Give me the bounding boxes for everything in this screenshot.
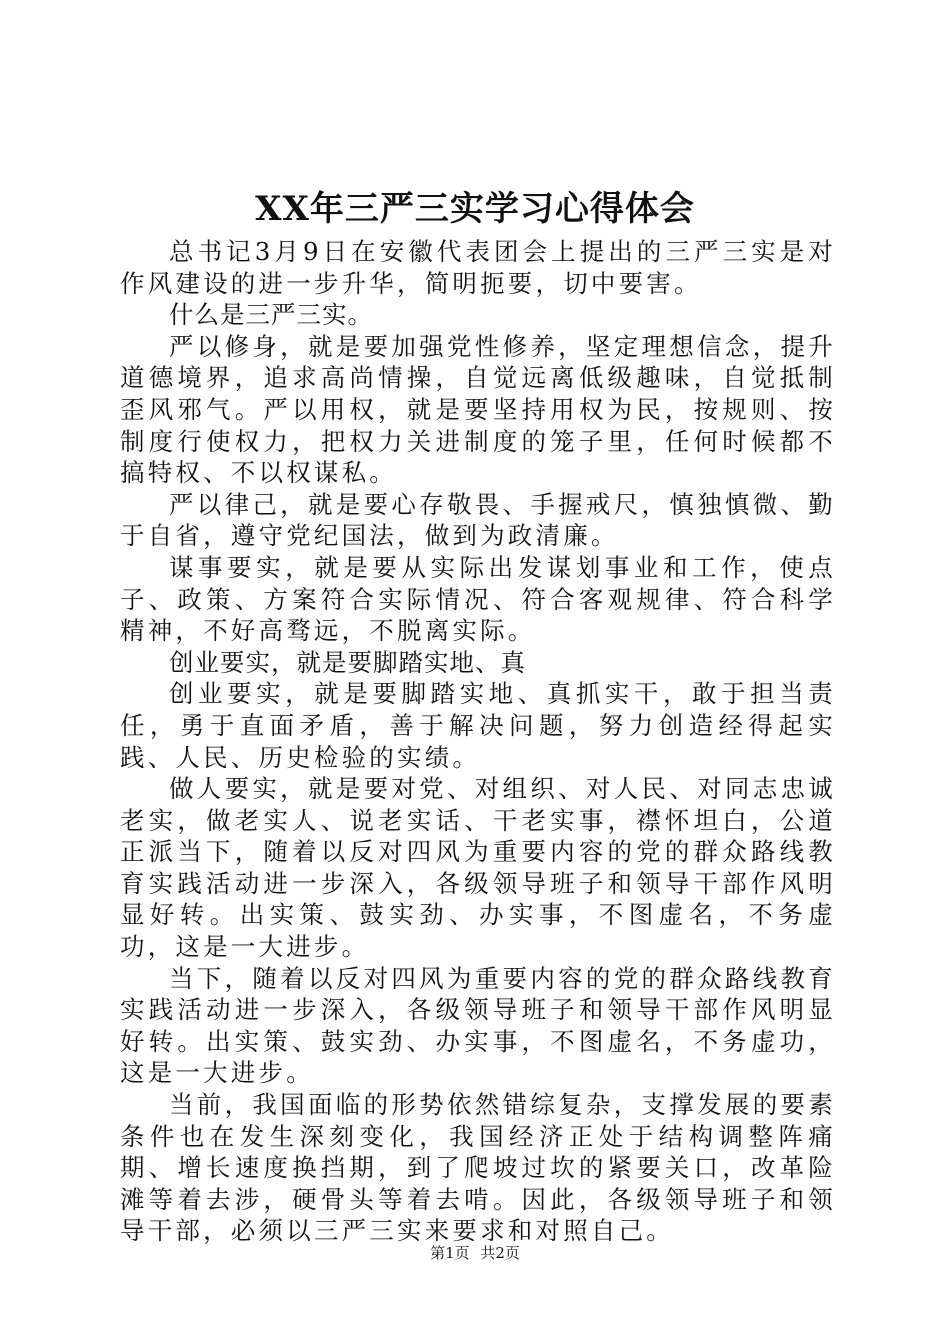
page-footer xyxy=(0,1242,950,1264)
paragraph-question: 什么是三严三实。 xyxy=(169,300,373,330)
paragraph-strict-self: 严以律己，就是要心存敬畏、手握戒尺，慎独慎微、勤于自省，遵守党纪国法，做到为政清廉。 xyxy=(120,489,836,551)
document-title: XX年三严三实学习心得体会 xyxy=(255,189,695,229)
paragraph-practical-work-fragment: 创业要实，就是要脚踏实地、真 xyxy=(169,647,526,677)
paragraph-practical-person: 做人要实，就是要对党、对组织、对人民、对同志忠诚老实，做老实人、说老实话、干老实事，襟怀坦白，公道正派当下，随着以反对四风为重要内容的党的群众路线教育实践活动进一步深入，各级领导班子和领导干部作风明显好转。出实策、鼓实劲、办实事，不图虚名，不务虚功，这是一大进步。 xyxy=(120,774,836,962)
document-body xyxy=(120,236,836,1247)
paragraph-self-discipline: 严以修身，就是要加强党性修养，坚定理想信念，提升道德境界，追求高尚情操，自觉远离低级趣味，自觉抵制歪风邪气。严以用权，就是要坚持用权为民，按规则、按制度行使权力，把权力关进制度的笼子里，任何时候都不搞特权、不以权谋私。 xyxy=(120,331,836,488)
paragraph-intro: 总书记3月9日在安徽代表团会上提出的三严三实是对作风建设的进一步升华，简明扼要，切中要害。 xyxy=(120,237,836,298)
paragraph-practical-work: 创业要实，就是要脚踏实地、真抓实干，敢于担当责任，勇于直面矛盾，善于解决问题，努力创造经得起实践、人民、历史检验的实绩。 xyxy=(120,679,836,772)
page-total: 共2页 xyxy=(480,1244,520,1262)
page-number: 第1页 xyxy=(430,1244,470,1262)
paragraph-current-situation: 当前，我国面临的形势依然错综复杂，支撑发展的要素条件也在发生深刻变化，我国经济正处于结构调整阵痛期、增长速度换挡期，到了爬坡过坎的紧要关口，改革险滩等着去涉，硬骨头等着去啃。因此，各级领导班子和领导干部，必须以三严三实来要求和对照自己。 xyxy=(120,1090,836,1246)
paragraph-practical-planning: 谋事要实，就是要从实际出发谋划事业和工作，使点子、政策、方案符合实际情况、符合客观规律、符合科学精神，不好高骛远，不脱离实际。 xyxy=(120,552,836,646)
paragraph-current-progress: 当下，随着以反对四风为重要内容的党的群众路线教育实践活动进一步深入，各级领导班子和领导干部作风明显好转。出实策、鼓实劲、办实事，不图虚名，不务虚功，这是一大进步。 xyxy=(120,963,836,1088)
